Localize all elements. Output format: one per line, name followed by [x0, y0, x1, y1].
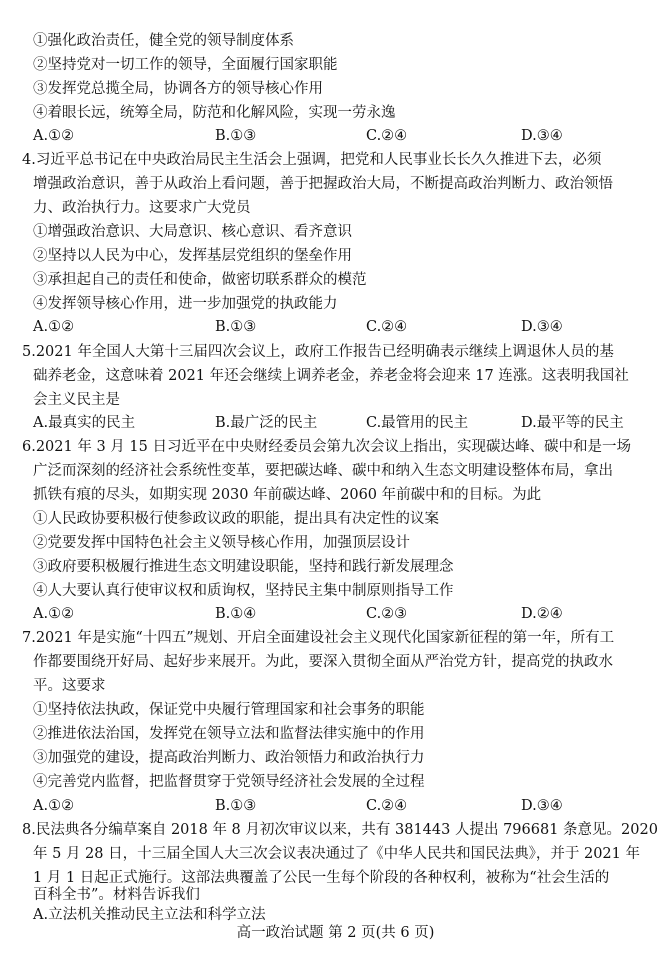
q4-stem-line-3: 力、政治执行力。这要求广大党员 — [33, 200, 251, 216]
q7-option-2: ②推进依法治国，发挥党在领导立法和监督法律实施中的作用 — [33, 726, 425, 742]
q5-choice-b[interactable]: B.最广泛的民主 — [215, 415, 318, 431]
q7-choice-d[interactable]: D.③④ — [521, 798, 563, 814]
q4-option-1: ①增强政治意识、大局意识、核心意识、看齐意识 — [33, 224, 352, 240]
q4-choice-a[interactable]: A.①② — [33, 319, 75, 335]
q5-choice-a[interactable]: A.最真实的民主 — [33, 415, 136, 431]
q7-choice-b[interactable]: B.①③ — [215, 798, 257, 814]
q6-option-1: ①人民政协要积极行使参政议政的职能，提出具有决定性的议案 — [33, 511, 439, 527]
q8-option-a[interactable]: A.立法机关推动民主立法和科学立法 — [33, 907, 266, 923]
q6-stem-line-2: 广泛而深刻的经济社会系统性变革，要把碳达峰、碳中和纳入生态文明建设整体布局，拿出 — [33, 463, 613, 479]
q4-choices — [33, 318, 653, 336]
q6-choice-a[interactable]: A.①② — [33, 606, 75, 622]
q7-stem-line-3: 平。这要求 — [33, 678, 106, 694]
q7-option-3: ③加强党的建设，提高政治判断力、政治领悟力和政治执行力 — [33, 750, 425, 766]
q5-choice-d[interactable]: D.最平等的民主 — [521, 415, 624, 431]
q4-choice-b[interactable]: B.①③ — [215, 319, 257, 335]
q7-option-1: ①坚持依法执政，保证党中央履行管理国家和社会事务的职能 — [33, 702, 425, 718]
q8-stem-line-2: 年 5 月 28 日，十三届全国人大三次会议表决通过了《中华人民共和国民法典》，并于 2021 年 — [33, 846, 640, 862]
q7-stem-line-1: 7.2021 年是实施“十四五”规划、开启全面建设社会主义现代化国家新征程的第一年，所有工 — [22, 630, 615, 646]
q3-choice-a[interactable]: A.①② — [33, 128, 75, 144]
q4-stem-line-2: 增强政治意识，善于从政治上看问题，善于把握政治大局，不断提高政治判断力、政治领悟 — [33, 176, 613, 192]
q3-choice-c[interactable]: C.②④ — [366, 128, 408, 144]
q3-choices — [33, 127, 653, 145]
q6-choice-c[interactable]: C.②③ — [366, 606, 408, 622]
q6-stem-line-1: 6.2021 年 3 月 15 日习近平在中央财经委员会第九次会议上指出，实现碳达峰、碳中和是一场 — [22, 439, 631, 455]
q5-stem-line-1: 5.2021 年全国人大第十三届四次会议上，政府工作报告已经明确表示继续上调退休人员的基 — [22, 344, 614, 360]
q4-stem-line-1: 4.习近平总书记在中央政治局民主生活会上强调，把党和人民事业长长久久推进下去，必须 — [22, 152, 602, 168]
q7-choices — [33, 797, 653, 815]
q4-choice-d[interactable]: D.③④ — [521, 319, 563, 335]
q6-stem-line-3: 抓铁有痕的尽头，如期实现 2030 年前碳达峰、2060 年前碳中和的目标。为此 — [33, 487, 542, 503]
q6-choice-b[interactable]: B.①④ — [215, 606, 257, 622]
q4-option-2: ②坚持以人民为中心，发挥基层党组织的堡垒作用 — [33, 248, 352, 264]
q7-stem-line-2: 作都要围绕开好局、起好步来展开。为此，要深入贯彻全面从严治党方针，提高党的执政水 — [33, 654, 613, 670]
q3-choice-b[interactable]: B.①③ — [215, 128, 257, 144]
q7-option-4: ④完善党内监督，把监督贯穿于党领导经济社会发展的全过程 — [33, 774, 425, 790]
q7-choice-a[interactable]: A.①② — [33, 798, 75, 814]
q6-option-3: ③政府要积极履行推进生态文明建设职能，坚持和践行新发展理念 — [33, 559, 454, 575]
q3-option-2: ②坚持党对一切工作的领导，全面履行国家职能 — [33, 57, 338, 73]
q4-choice-c[interactable]: C.②④ — [366, 319, 408, 335]
q5-stem-line-2: 础养老金，这意味着 2021 年还会继续上调养老金，养老金将会迎来 17 连涨。这表明我国社 — [33, 368, 629, 384]
q5-choices — [33, 414, 653, 432]
q6-option-4: ④人大要认真行使审议权和质询权，坚持民主集中制原则指导工作 — [33, 583, 454, 599]
q4-option-4: ④发挥领导核心作用，进一步加强党的执政能力 — [33, 296, 338, 312]
q5-stem-line-3: 会主义民主是 — [33, 392, 120, 408]
q3-option-4: ④着眼长远，统筹全局，防范和化解风险，实现一劳永逸 — [33, 105, 396, 121]
q6-choices — [33, 605, 653, 623]
q4-option-3: ③承担起自己的责任和使命，做密切联系群众的模范 — [33, 272, 367, 288]
q8-stem-line-3: 1 月 1 日起正式施行。这部法典覆盖了公民一生每个阶段的各种权利，被称为“社会生活的 — [33, 870, 610, 886]
q3-choice-d[interactable]: D.③④ — [521, 128, 563, 144]
q8-stem-line-4: 百科全书”。材料告诉我们 — [33, 887, 200, 903]
page-footer: 高一政治试题 第 2 页(共 6 页) — [236, 925, 435, 941]
q7-choice-c[interactable]: C.②④ — [366, 798, 408, 814]
q6-option-2: ②党要发挥中国特色社会主义领导核心作用，加强顶层设计 — [33, 535, 410, 551]
q5-choice-c[interactable]: C.最管用的民主 — [366, 415, 469, 431]
q6-choice-d[interactable]: D.②④ — [521, 606, 563, 622]
q8-stem-line-1: 8.民法典各分编草案自 2018 年 8 月初次审议以来，共有 381443 人提出 796681 条意见。2020 — [22, 822, 658, 838]
q3-option-3: ③发挥党总揽全局，协调各方的领导核心作用 — [33, 81, 323, 97]
q3-option-1: ①强化政治责任，健全党的领导制度体系 — [33, 33, 294, 49]
